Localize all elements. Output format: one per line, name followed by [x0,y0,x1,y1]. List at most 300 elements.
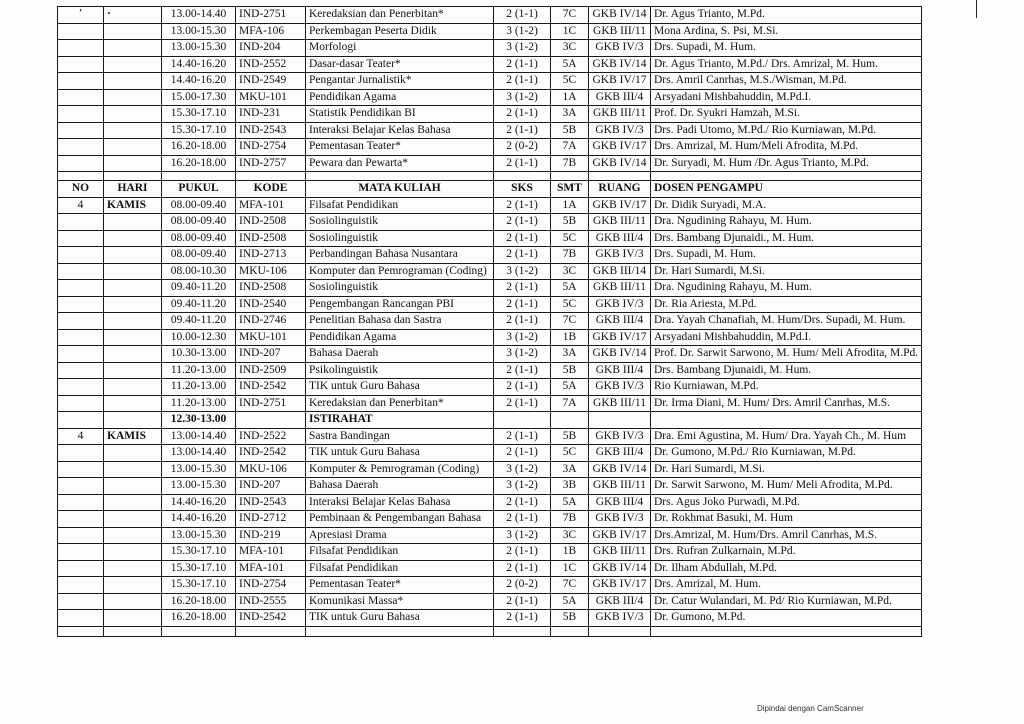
cell-kode: MFA-101 [236,544,306,561]
cell-sks: 2 (1-1) [494,56,551,73]
cell-mata-kuliah: Pendidikan Agama [306,329,494,346]
table-row [58,329,922,346]
cell-kode: MFA-106 [236,23,306,40]
cell-mata-kuliah: Keredaksian dan Penerbitan* [306,395,494,412]
cell-hari [104,395,162,412]
cell-smt: 5B [551,428,589,445]
cell-sks: 3 (1-2) [494,527,551,544]
cell-smt: 1C [551,23,589,40]
table-row [58,197,922,214]
cell-dosen: Dra. Emi Agustina, M. Hum/ Dra. Yayah Ch., M. Hum [651,428,922,445]
cell-mata-kuliah: Sastra Bandingan [306,428,494,445]
cell-no [58,155,104,172]
cell-sks: 2 (1-1) [494,362,551,379]
cell-hari [104,346,162,363]
table-row [58,610,922,627]
empty-cell [58,626,104,636]
cell-mata-kuliah: Pementasan Teater* [306,139,494,156]
empty-cell [551,626,589,636]
cell-ruang: GKB IV/17 [589,527,651,544]
cell-dosen: Dr. Ria Ariesta, M.Pd. [651,296,922,313]
cell-hari [104,263,162,280]
cell-sks: 3 (1-2) [494,23,551,40]
cell-sks: 3 (1-2) [494,478,551,495]
table-row [58,139,922,156]
header-ruang: RUANG [589,181,651,198]
table-row [58,56,922,73]
cell-hari [104,379,162,396]
cell-hari [104,89,162,106]
cell-mata-kuliah: Perbandingan Bahasa Nusantara [306,247,494,264]
cell-ruang: GKB III/11 [589,214,651,231]
empty-cell [589,172,651,181]
cell-smt: 1B [551,329,589,346]
table-row [58,40,922,57]
cell-pukul: 14.40-16.20 [162,511,236,528]
cell-pukul: 08.00-09.40 [162,230,236,247]
cell-ruang: GKB III/14 [589,263,651,280]
cell-sks: 2 (1-1) [494,296,551,313]
cell-sks: 3 (1-2) [494,346,551,363]
cell-no [58,23,104,40]
cell-dosen: Dr. Gumono, M.Pd. [651,610,922,627]
table-row [58,362,922,379]
table-row [58,106,922,123]
empty-cell [589,412,651,429]
cell-mata-kuliah: Penelitian Bahasa dan Sastra [306,313,494,330]
cell-hari [104,511,162,528]
empty-cell [494,626,551,636]
cell-kode: IND-207 [236,346,306,363]
cell-hari [104,122,162,139]
cell-hari [104,155,162,172]
cell-ruang: GKB IV/17 [589,197,651,214]
cell-kode: IND-2552 [236,56,306,73]
cell-pukul: 08.00-09.40 [162,197,236,214]
cell-sks: 2 (1-1) [494,560,551,577]
table-row [58,122,922,139]
cell-ruang: GKB IV/17 [589,577,651,594]
cell-mata-kuliah: Sosiolinguistik [306,280,494,297]
cell-hari [104,494,162,511]
empty-cell [651,626,922,636]
cell-dosen: Drs. Padi Utomo, M.Pd./ Rio Kurniawan, M.Pd. [651,122,922,139]
table-row [58,263,922,280]
cell-ruang: GKB III/11 [589,106,651,123]
table-row [58,593,922,610]
cell-ruang: GKB IV/3 [589,511,651,528]
cell-ruang: GKB III/11 [589,478,651,495]
cell-kode: MKU-101 [236,329,306,346]
table-row [58,478,922,495]
table-row [58,445,922,462]
cell-hari: · [104,7,162,24]
empty-cell [494,412,551,429]
cell-pukul: 15.30-17.10 [162,544,236,561]
cell-hari [104,139,162,156]
cell-dosen: Drs. Supadi, M. Hum. [651,247,922,264]
cell-pukul: 16.20-18.00 [162,610,236,627]
cell-pukul: 08.00-09.40 [162,214,236,231]
cell-hari [104,560,162,577]
cell-mata-kuliah: Apresiasi Drama [306,527,494,544]
cell-mata-kuliah: Statistik Pendidikan BI [306,106,494,123]
cell-ruang: GKB III/4 [589,89,651,106]
cell-sks: 2 (1-1) [494,73,551,90]
header-mata-kuliah: MATA KULIAH [306,181,494,198]
cell-sks: 2 (1-1) [494,155,551,172]
cell-kode: IND-2509 [236,362,306,379]
cell-sks: 2 (1-1) [494,106,551,123]
cell-sks: 2 (1-1) [494,379,551,396]
cell-dosen: Dr. Catur Wulandari, M. Pd/ Rio Kurniawan, M.Pd. [651,593,922,610]
table-row [58,379,922,396]
cell-pukul: 16.20-18.00 [162,155,236,172]
spacer-row [58,626,922,636]
cell-mata-kuliah: TIK untuk Guru Bahasa [306,379,494,396]
table-row [58,313,922,330]
cell-pukul: 08.00-10.30 [162,263,236,280]
cell-kode: IND-2542 [236,379,306,396]
table-row [58,214,922,231]
cell-no: ʼ [58,7,104,24]
cell-ruang: GKB III/11 [589,395,651,412]
cell-kode: IND-2508 [236,230,306,247]
cell-sks: 2 (1-1) [494,593,551,610]
cell-sks: 2 (1-1) [494,247,551,264]
cell-mata-kuliah: Psikolinguistik [306,362,494,379]
cell-dosen: Drs. Bambang Djunaidi, M. Hum. [651,362,922,379]
cell-ruang: GKB III/11 [589,280,651,297]
table-row [58,296,922,313]
cell-smt: 5B [551,610,589,627]
cell-smt: 7A [551,395,589,412]
schedule-table [57,6,922,637]
cell-ruang: GKB IV/14 [589,461,651,478]
cell-hari [104,56,162,73]
cell-sks: 2 (1-1) [494,494,551,511]
cell-kode: IND-2508 [236,280,306,297]
cell-ruang: GKB IV/3 [589,122,651,139]
cell-pukul: 13.00-15.30 [162,40,236,57]
cell-ruang: GKB IV/3 [589,379,651,396]
cell-kode: IND-2522 [236,428,306,445]
cell-smt: 1C [551,560,589,577]
header-row [58,181,922,198]
cell-smt: 7B [551,247,589,264]
cell-pukul: 16.20-18.00 [162,593,236,610]
cell-smt: 3C [551,40,589,57]
cell-dosen: Drs.Amrizal, M. Hum/Drs. Amril Canrhas, M.S. [651,527,922,544]
cell-ruang: GKB IV/17 [589,329,651,346]
cell-hari [104,296,162,313]
cell-sks: 2 (1-1) [494,511,551,528]
cell-mata-kuliah: Pengantar Jurnalistik* [306,73,494,90]
cell-ruang: GKB IV/3 [589,610,651,627]
cell-smt: 1A [551,197,589,214]
cell-mata-kuliah: Perkembagan Peserta Didik [306,23,494,40]
cell-dosen: Mona Ardina, S. Psi, M.Si. [651,23,922,40]
table-row [58,280,922,297]
cell-ruang: GKB IV/3 [589,247,651,264]
cell-dosen: Arsyadani Mishbahuddin, M.Pd.I. [651,89,922,106]
table-row [58,7,922,24]
cell-mata-kuliah: Pementasan Teater* [306,577,494,594]
cell-kode: IND-231 [236,106,306,123]
header-smt: SMT [551,181,589,198]
cell-kode: IND-2543 [236,494,306,511]
cell-kode: IND-2757 [236,155,306,172]
empty-cell [162,172,236,181]
cell-hari: KAMIS [104,428,162,445]
cell-kode: IND-2754 [236,577,306,594]
cell-smt: 5A [551,494,589,511]
cell-pukul: 15.30-17.10 [162,106,236,123]
cell-kode: IND-2555 [236,593,306,610]
cell-no [58,412,104,429]
cell-smt: 7A [551,139,589,156]
cell-smt: 3A [551,346,589,363]
cell-dosen: Dra. Ngudining Rahayu, M. Hum. [651,280,922,297]
cell-pukul: 13.00-15.30 [162,527,236,544]
cell-hari [104,40,162,57]
cell-dosen: Dra. Ngudining Rahayu, M. Hum. [651,214,922,231]
cell-dosen: Dr. Hari Sumardi, M.Si. [651,263,922,280]
spacer-row [58,172,922,181]
cell-pukul: 08.00-09.40 [162,247,236,264]
cell-dosen: Dr. Hari Sumardi, M.Si. [651,461,922,478]
cell-dosen: Drs. Bambang Djunaidi., M. Hum. [651,230,922,247]
cell-dosen: Dr. Ilham Abdullah, M.Pd. [651,560,922,577]
cell-pukul: 13.00-15.30 [162,461,236,478]
header-no: NO [58,181,104,198]
cell-kode: IND-2751 [236,7,306,24]
cell-smt: 7B [551,511,589,528]
cell-hari [104,214,162,231]
cell-mata-kuliah: Komputer dan Pemrograman (Coding) [306,263,494,280]
cell-hari [104,280,162,297]
cell-dosen: Drs. Supadi, M. Hum. [651,40,922,57]
cell-hari [104,73,162,90]
cell-sks: 2 (1-1) [494,313,551,330]
cell-no [58,544,104,561]
cell-ruang: GKB IV/14 [589,560,651,577]
cell-dosen: Dr. Agus Trianto, M.Pd. [651,7,922,24]
cell-ruang: GKB IV/3 [589,40,651,57]
table-row [58,395,922,412]
cell-sks: 2 (0-2) [494,577,551,594]
cell-mata-kuliah: Bahasa Daerah [306,346,494,363]
cell-pukul: 16.20-18.00 [162,139,236,156]
cell-pukul: 10.00-12.30 [162,329,236,346]
cell-kode: MFA-101 [236,197,306,214]
empty-cell [306,626,494,636]
cell-dosen: Drs. Amril Canrhas, M.S./Wisman, M.Pd. [651,73,922,90]
cell-smt: 5A [551,593,589,610]
cell-pukul: 14.40-16.20 [162,73,236,90]
table-row [58,527,922,544]
table-row [58,155,922,172]
cell-pukul: 15.00-17.30 [162,89,236,106]
cell-sks: 2 (1-1) [494,395,551,412]
cell-mata-kuliah: Morfologi [306,40,494,57]
cell-hari [104,313,162,330]
cell-no [58,106,104,123]
cell-smt: 1A [551,89,589,106]
cell-kode: MFA-101 [236,560,306,577]
cell-no [58,461,104,478]
cell-sks: 2 (1-1) [494,122,551,139]
cell-mata-kuliah: Keredaksian dan Penerbitan* [306,7,494,24]
cell-pukul: 14.40-16.20 [162,494,236,511]
cell-no [58,73,104,90]
cell-dosen: Dr. Suryadi, M. Hum /Dr. Agus Trianto, M.Pd. [651,155,922,172]
cell-smt: 7C [551,7,589,24]
table-row [58,23,922,40]
cell-smt: 3C [551,527,589,544]
cell-hari [104,247,162,264]
cell-hari: KAMIS [104,197,162,214]
empty-cell [236,626,306,636]
cell-mata-kuliah: Komunikasi Massa* [306,593,494,610]
cell-mata-kuliah: Dasar-dasar Teater* [306,56,494,73]
scanner-footer: Dipindai dengan CamScanner [757,704,864,713]
cell-no [58,139,104,156]
cell-smt: 5C [551,445,589,462]
cell-kode: IND-2746 [236,313,306,330]
cell-smt: 5B [551,214,589,231]
cell-hari [104,230,162,247]
cell-sks: 3 (1-2) [494,263,551,280]
cell-dosen: Dr. Didik Suryadi, M.A. [651,197,922,214]
cell-no: 4 [58,197,104,214]
header-hari: HARI [104,181,162,198]
empty-cell [551,412,589,429]
cell-kode: IND-2508 [236,214,306,231]
empty-cell [236,172,306,181]
cell-no [58,329,104,346]
cell-ruang: GKB IV/17 [589,139,651,156]
cell-mata-kuliah: Interaksi Belajar Kelas Bahasa [306,122,494,139]
cell-smt: 5C [551,296,589,313]
cell-pukul: 10.30-13.00 [162,346,236,363]
cell-dosen: Arsyadani Mishbahuddin, M.Pd.I. [651,329,922,346]
cell-no [58,214,104,231]
header-dosen: DOSEN PENGAMPU [651,181,922,198]
cell-dosen: Rio Kurniawan, M.Pd. [651,379,922,396]
cell-ruang: GKB III/11 [589,544,651,561]
cell-hari [104,329,162,346]
cell-kode: IND-219 [236,527,306,544]
cell-mata-kuliah: TIK untuk Guru Bahasa [306,445,494,462]
cell-kode: IND-207 [236,478,306,495]
cell-mata-kuliah: Pembinaan & Pengembangan Bahasa [306,511,494,528]
cell-smt: 5A [551,280,589,297]
cell-dosen: Drs. Amrizal, M. Hum. [651,577,922,594]
cell-mata-kuliah: Filsafat Pendidikan [306,197,494,214]
cell-ruang: GKB IV/3 [589,296,651,313]
empty-cell [651,172,922,181]
cell-sks: 2 (1-1) [494,610,551,627]
empty-cell [104,626,162,636]
cell-mata-kuliah: Bahasa Daerah [306,478,494,495]
cell-no [58,494,104,511]
cell-hari [104,478,162,495]
cell-smt: 5B [551,362,589,379]
cell-pukul: 13.00-14.40 [162,445,236,462]
cell-no [58,478,104,495]
cell-pukul: 09.40-11.20 [162,313,236,330]
cell-smt: 5A [551,379,589,396]
cell-hari [104,412,162,429]
cell-pukul: 15.30-17.10 [162,560,236,577]
cell-sks: 2 (0-2) [494,139,551,156]
cell-ruang: GKB IV/3 [589,428,651,445]
cell-ruang: GKB IV/14 [589,7,651,24]
cell-mata-kuliah: TIK untuk Guru Bahasa [306,610,494,627]
cell-dosen: Dr. Agus Trianto, M.Pd./ Drs. Amrizal, M. Hum. [651,56,922,73]
cell-dosen: Dr. Gumono, M.Pd./ Rio Kurniawan, M.Pd. [651,445,922,462]
cell-smt: 7C [551,577,589,594]
table-row [58,461,922,478]
empty-cell [58,172,104,181]
cell-hari [104,461,162,478]
cell-dosen: Drs. Rufran Zulkarnain, M.Pd. [651,544,922,561]
cell-hari [104,527,162,544]
cell-dosen: Dra. Yayah Chanafiah, M. Hum/Drs. Supadi, M. Hum. [651,313,922,330]
empty-cell [104,172,162,181]
cell-hari [104,593,162,610]
cell-sks: 2 (1-1) [494,280,551,297]
cell-no [58,395,104,412]
cell-pukul: 11.20-13.00 [162,379,236,396]
cell-ruang: GKB IV/14 [589,346,651,363]
cell-smt: 7B [551,155,589,172]
cell-mata-kuliah: Pendidikan Agama [306,89,494,106]
cell-ruang: GKB III/4 [589,362,651,379]
cell-no [58,379,104,396]
table-row [58,577,922,594]
cell-pukul: 11.20-13.00 [162,395,236,412]
cell-sks: 3 (1-2) [494,329,551,346]
cell-no [58,445,104,462]
cell-smt: 5C [551,230,589,247]
cell-pukul: 13.00-14.40 [162,428,236,445]
cell-pukul: 09.40-11.20 [162,280,236,297]
table-row [58,247,922,264]
break-row [58,412,922,429]
cell-sks: 2 (1-1) [494,445,551,462]
table-row [58,511,922,528]
cell-hari [104,544,162,561]
cell-kode: IND-2712 [236,511,306,528]
table-row [58,560,922,577]
cell-hari [104,577,162,594]
cell-smt: 5A [551,56,589,73]
empty-cell [651,412,922,429]
cell-sks: 2 (1-1) [494,428,551,445]
cell-ruang: GKB IV/17 [589,73,651,90]
cell-hari [104,610,162,627]
cell-hari [104,362,162,379]
cell-mata-kuliah: Interaksi Belajar Kelas Bahasa [306,494,494,511]
cell-pukul: 09.40-11.20 [162,296,236,313]
cell-no [58,122,104,139]
cell-no [58,511,104,528]
cell-sks: 2 (1-1) [494,7,551,24]
cell-kode: IND-204 [236,40,306,57]
table-row [58,544,922,561]
